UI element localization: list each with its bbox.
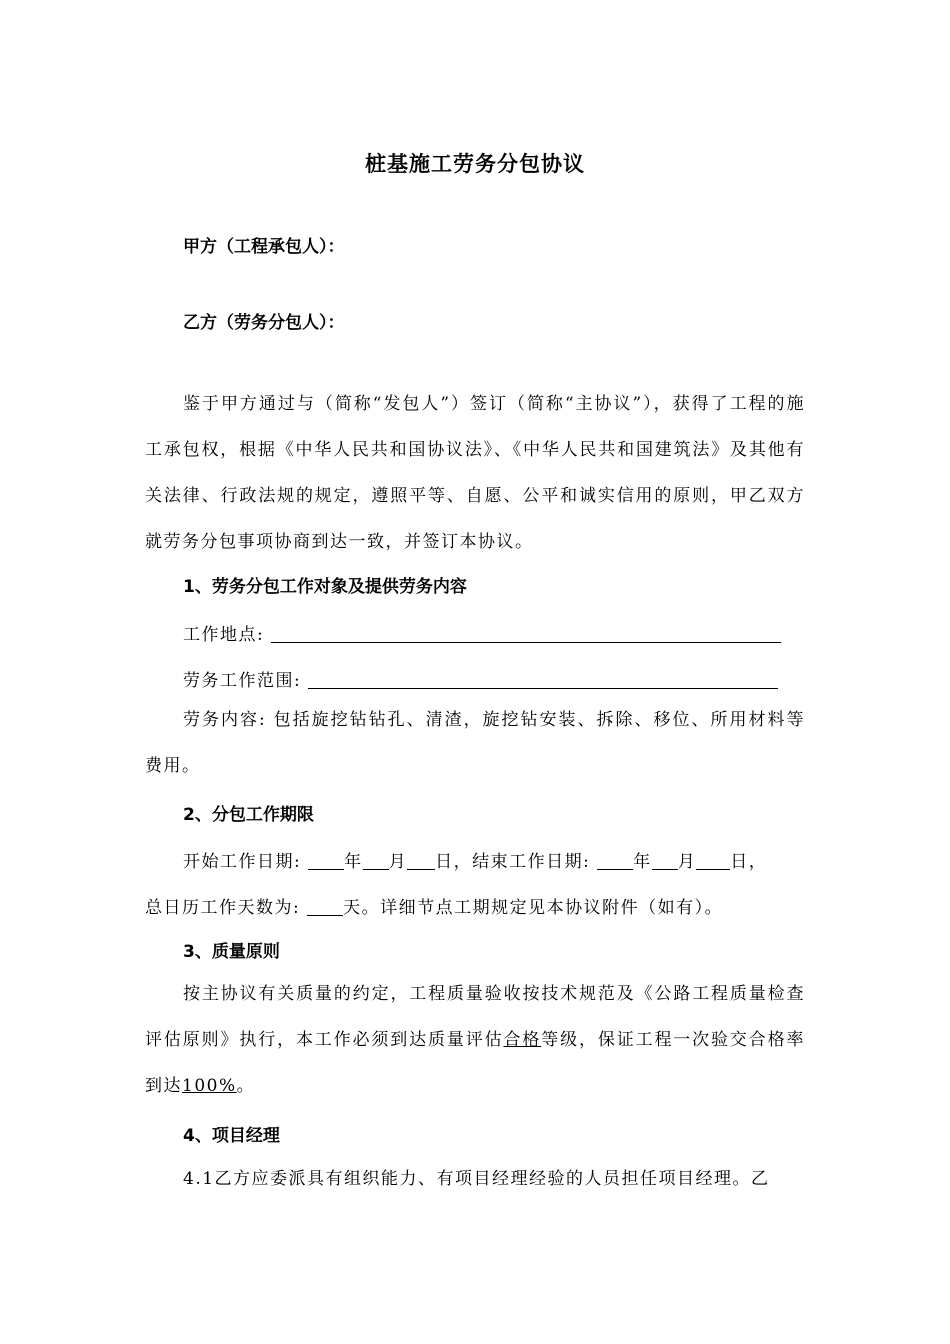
document-title: 桩基施工劳务分包协议 (365, 152, 585, 176)
end-day-blank[interactable] (696, 851, 730, 870)
end-month-blank[interactable] (652, 851, 678, 870)
work-period-line (183, 847, 767, 872)
start-year-blank[interactable] (308, 851, 344, 870)
quality-text-end: 。 (236, 1076, 256, 1096)
total-days-label: 总日历工作天数为: (145, 898, 301, 918)
party-b-label: 乙方（劳务分包人）： (183, 313, 345, 333)
end-date-label: 结束工作日期: (472, 852, 591, 872)
quality-text-middle: 等级，保证工程一次验交合格率到达 (145, 1030, 806, 1096)
quality-grade: 合格 (503, 1030, 542, 1050)
end-month-unit: 月 (677, 852, 697, 872)
total-days-suffix: 天。详细节点工期规定见本协议附件（如有）。 (343, 898, 724, 918)
preamble-paragraph: 鉴于甲方通过与（简称“发包人”）签订（简称“主协议”），获得了工程的施工承包权，根据《中华人民共和国协议法》、《中华人民共和国建筑法》及其他有关法律、行政法规的规定，遵照平等、自愿、公平和诚实信用的原则，甲乙双方就劳务分包事项协商到达一致，并签订本协议。 (145, 394, 805, 552)
quality-text-before: 按主协议有关质量的约定，工程质量验收按技术规范及《公路工程质量检查评估原则》执行，本工作必须到达质量评估 (145, 984, 805, 1050)
section-1-heading: 1、劳务分包工作对象及提供劳务内容 (183, 577, 467, 597)
project-manager-paragraph: 4.1乙方应委派具有组织能力、有项目经理经验的人员担任项目经理。乙 (183, 1169, 770, 1189)
end-year-blank[interactable] (597, 851, 633, 870)
start-day-blank[interactable] (407, 851, 435, 870)
end-year-unit: 年 (633, 852, 652, 872)
start-month-blank[interactable] (363, 851, 389, 870)
section-2-heading: 2、分包工作期限 (183, 805, 314, 825)
end-day-unit: 日， (730, 852, 768, 872)
quality-paragraph (145, 971, 805, 1109)
work-location-label: 工作地点: (183, 625, 265, 645)
work-scope-line (183, 666, 778, 691)
party-a-label: 甲方（工程承包人）： (183, 237, 345, 257)
start-day-unit: 日， (435, 852, 473, 872)
start-year-unit: 年 (344, 852, 363, 872)
start-month-unit: 月 (388, 852, 408, 872)
total-days-line (145, 893, 723, 918)
work-scope-blank[interactable] (308, 670, 778, 689)
start-date-label: 开始工作日期: (183, 852, 302, 872)
section-3-heading: 3、质量原则 (183, 942, 280, 962)
total-days-blank[interactable] (307, 897, 343, 916)
work-location-line (183, 620, 781, 645)
section-4-heading: 4、项目经理 (183, 1126, 280, 1146)
work-location-blank[interactable] (271, 624, 781, 643)
work-scope-label: 劳务工作范围: (183, 671, 302, 691)
pass-rate: 100% (182, 1076, 237, 1096)
labor-content-paragraph: 劳务内容: 包括旋挖钻钻孔、清渣，旋挖钻安装、拆除、移位、所用材料等费用。 (145, 710, 805, 776)
